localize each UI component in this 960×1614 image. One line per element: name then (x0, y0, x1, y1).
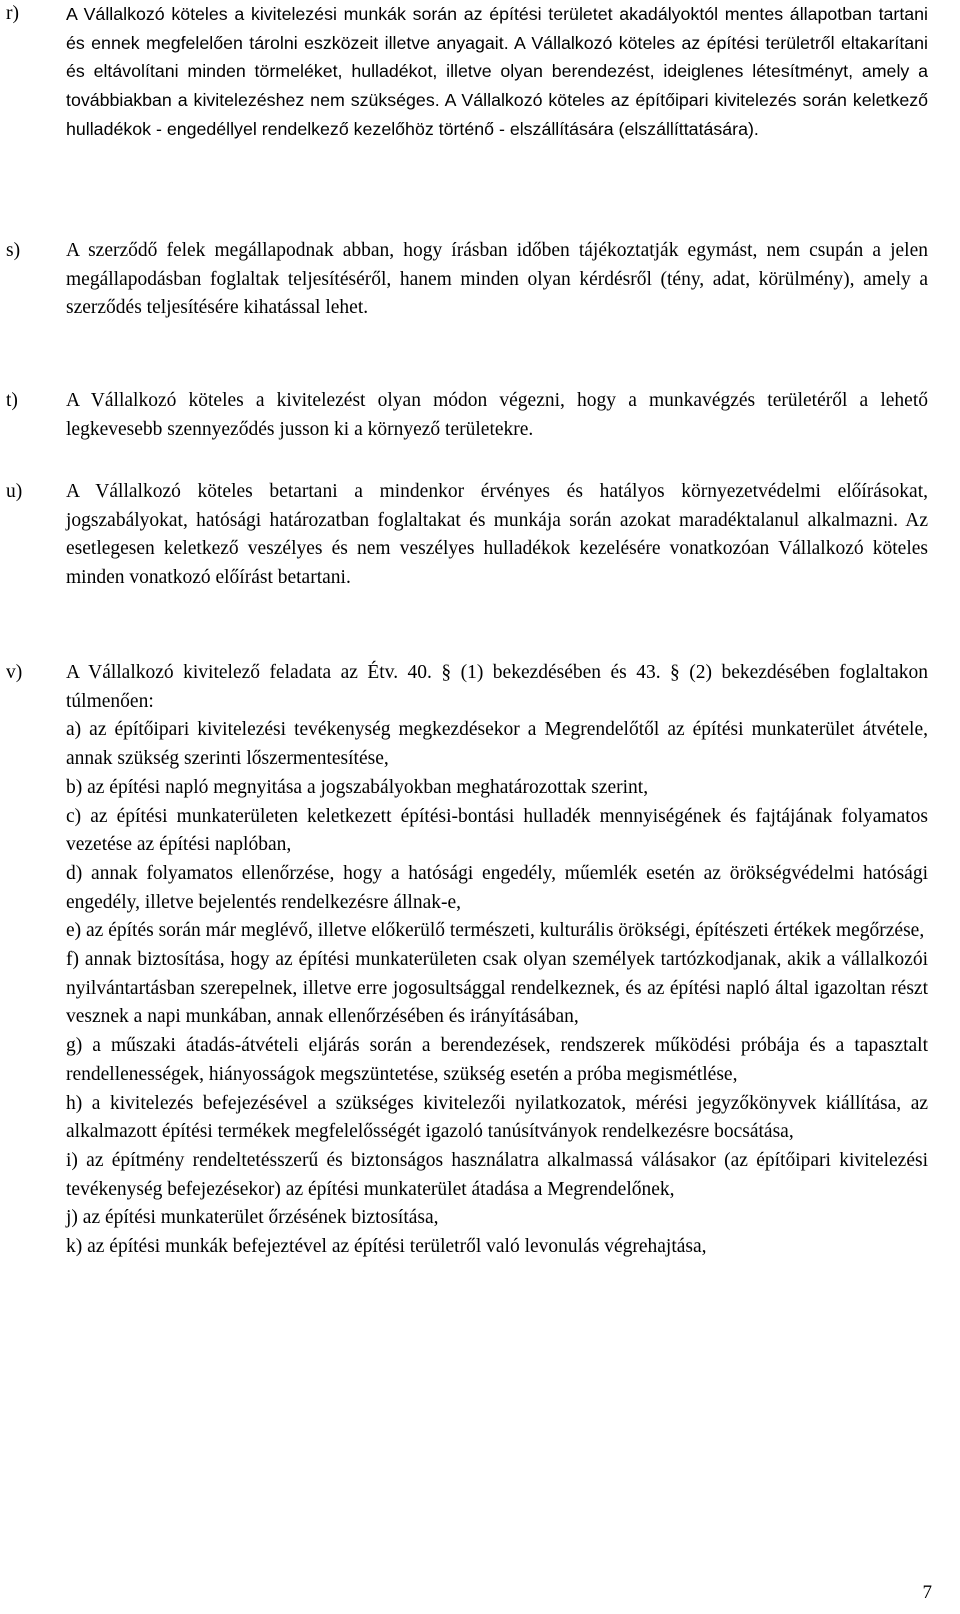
page-number: 7 (922, 1582, 932, 1603)
item-text: A Vállalkozó köteles a kivitelezést olyan módon végezni, hogy a munkavégzés területéről a lehető legkevesebb szennyeződés jusson ki a környező területekre. (66, 390, 928, 440)
item-marker: t) (6, 390, 18, 411)
item-marker: r) (6, 3, 19, 24)
item-body (66, 659, 928, 1262)
subitem-f: f) annak biztosítása, hogy az építési munkaterületen csak olyan személyek tartózkodjanak, akik a vállalkozói nyilvántartásban szerepelnek, illetve erre jogosultsággal rendelkeznek, és az építési napló által igazoltan részt vesznek a napi munkában, annak ellenőrzésében és irányításában, (66, 949, 928, 1028)
subitem-k: k) az építési munkák befejeztével az építési területről való levonulás végrehajtása, (66, 1236, 707, 1258)
item-text: A Vállalkozó köteles betartani a mindenkor érvényes és hatályos környezetvédelmi előírásokat, jogszabályokat, hatósági határozatban foglaltakat és munkája során azokat maradéktalanul alkalmazni. Az esetlegesen keletkező veszélyes és nem veszélyes hulladékok kezelésére vonatkozóan Vállalkozó köteles minden vonatkozó előírást betartani. (66, 481, 928, 589)
item-marker: v) (6, 662, 23, 683)
subitem-g: g) a műszaki átadás-átvételi eljárás során a berendezések, rendszerek működési próbája és a tapasztalt rendellenességek, hiányosságok megszüntetése, szükség esetén a próba megismétlése, (66, 1035, 928, 1085)
item-marker: u) (6, 481, 23, 502)
subitem-e: e) az építés során már meglévő, illetve előkerülő természeti, kulturális örökségi, építészeti értékek megőrzése, (66, 920, 925, 942)
subitem-d: d) annak folyamatos ellenőrzése, hogy a hatósági engedély, műemlék esetén az örökségvédelmi hatósági engedély, illetve bejelentés rendelkezésre állnak-e, (66, 862, 928, 913)
subitem-a: a) az építőipari kivitelezési tevékenység megkezdésekor a Megrendelőtől az építési munkaterület átvétele, annak szükség szerinti lőszermentesítése, (66, 719, 928, 770)
item-text: A Vállalkozó köteles a kivitelezési munkák során az építési területet akadályoktól mentes állapotban tartani és ennek megfelelően tárolni eszközeit illetve anyagait. A Vállalkozó köteles az építési területről eltakarítani és eltávolítani minden törmeléket, hulladékot, illetve olyan berendezést, ideiglenes létesítményt, amely a továbbiakban a kivitelezéshez nem szükséges. A Vállalkozó köteles az építőipari kivitelezés során keletkező hulladékok - engedéllyel rendelkező kezelőhöz történő - elszállítására (elszállíttatására). (66, 4, 928, 139)
subitem-j: j) az építési munkaterület őrzésének biztosítása, (66, 1207, 439, 1229)
subitem-h: h) a kivitelezés befejezésével a szükséges kivitelezői nyilatkozatok, mérési jegyzőkönyvek kiállítása, az alkalmazott építési termékek megfelelősségét igazoló tanúsítványok rendelkezésre bocsátása, (66, 1092, 928, 1143)
subitem-c: c) az építési munkaterületen keletkezett építési-bontási hulladék mennyiségének és fajtájának folyamatos vezetése az építési naplóban, (66, 805, 928, 856)
subitem-i: i) az építmény rendeltetésszerű és biztonságos használatra alkalmassá válásakor (az építőipari kivitelezési tevékenység befejezésekor) az építési munkaterület átadása a Megrendelőnek, (66, 1149, 928, 1200)
item-intro: A Vállalkozó kivitelező feladata az Étv. 40. § (1) bekezdésében és 43. § (2) bekezdésében foglaltakon túlmenően: (66, 662, 928, 712)
item-text: A szerződő felek megállapodnak abban, hogy írásban időben tájékoztatják egymást, nem csupán a jelen megállapodásban foglaltak teljesítéséről, hanem minden olyan kérdésről (tény, adat, körülmény), amely a szerződés teljesítésére kihatással lehet. (66, 240, 928, 319)
subitem-b: b) az építési napló megnyitása a jogszabályokban meghatározottak szerint, (66, 776, 649, 798)
item-marker: s) (6, 240, 21, 261)
